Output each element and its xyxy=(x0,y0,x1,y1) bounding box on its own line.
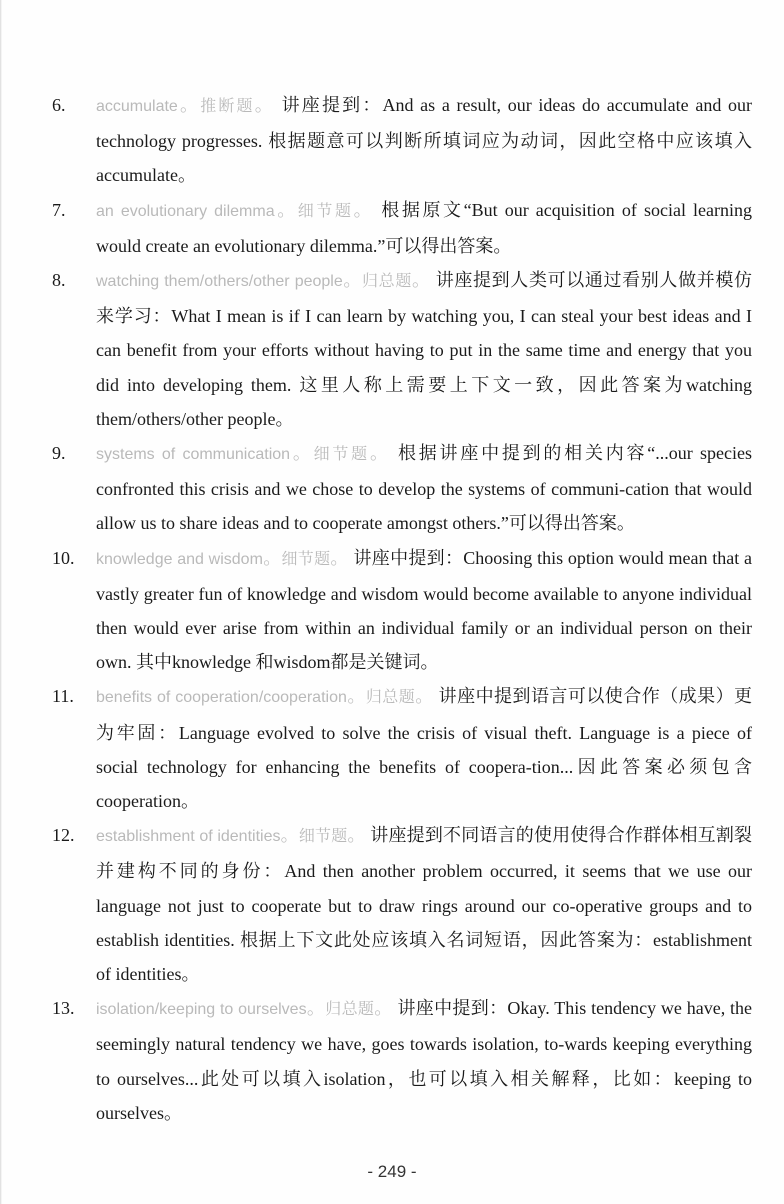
question-type: 细节题 xyxy=(298,826,348,846)
answer-text: watching them/others/other people xyxy=(96,273,343,291)
answer-text: isolation/keeping to ourselves xyxy=(96,1001,307,1019)
answer-text: accumulate xyxy=(96,98,178,115)
entry-number: 8. xyxy=(52,270,66,291)
separator: 。 xyxy=(177,95,201,115)
separator: 。 xyxy=(369,443,391,464)
separator: 。 xyxy=(274,199,298,220)
separator: 。 xyxy=(374,998,393,1019)
answer-text: knowledge and wisdom xyxy=(96,550,263,568)
entry-number: 6. xyxy=(52,95,66,115)
answer-text: benefits of cooperation/cooperation xyxy=(96,689,347,707)
answer-text: establishment of identities xyxy=(96,828,281,846)
entry-12 xyxy=(52,818,752,991)
separator: 。 xyxy=(330,547,349,568)
explanation-text: 根据讲座中提到的相关内容“...our species confronted this crisis and we chose to develop the systems of communi-cation that would allow us to share ideas and to cooperate amongst others.”可以得出答案。 xyxy=(96,443,753,534)
explanation-text: 讲座提到：And as a result, our ideas do accumulate and our technology progresses. 根据题意可以判断所填词应为动词，因此空格中应该填入accumulate。 xyxy=(96,95,753,186)
question-type: 归总题 xyxy=(365,687,416,707)
question-type: 归总题 xyxy=(362,271,412,291)
entry-10 xyxy=(52,541,752,680)
separator: 。 xyxy=(411,270,431,291)
answer-text: systems of communication xyxy=(96,446,291,464)
question-type: 归总题 xyxy=(325,999,375,1019)
explanation-text: 讲座中提到：Choosing this option would mean that a vastly greater fun of knowledge and wisdom would become available to anyone individual then would ever arise from within an individual family or an individual person on their own. 其中knowledge 和wisdom都是关键词。 xyxy=(96,547,753,673)
entry-7 xyxy=(52,193,752,263)
page-binding-edge xyxy=(0,0,2,1204)
explanation-text: 根据原文“But our acquisition of social learning would create an evolutionary dilemma.”可以得出答案。 xyxy=(96,199,753,256)
question-type: 细节题 xyxy=(313,444,370,464)
question-type: 细节题 xyxy=(297,200,354,220)
entry-6 xyxy=(52,88,752,193)
separator: 。 xyxy=(415,686,434,707)
entry-number: 12. xyxy=(52,825,75,846)
separator: 。 xyxy=(347,825,366,846)
question-type: 推断题 xyxy=(200,96,255,115)
separator: 。 xyxy=(342,270,363,291)
answer-explanations xyxy=(52,88,752,1130)
entry-9 xyxy=(52,436,752,541)
separator: 。 xyxy=(346,686,366,707)
separator: 。 xyxy=(306,998,326,1019)
separator: 。 xyxy=(254,95,275,115)
separator: 。 xyxy=(280,825,299,846)
page-number: - 249 - xyxy=(367,1162,417,1181)
explanation-text: 讲座提到人类可以通过看别人做并模仿来学习：What I mean is if I can learn by watching you, I can steal your best ideas and I can benefit from your efforts without having to put in the same time and energy that you did into developing them. 这里人称上需要上下文一致，因此答案为watching them/others/other people。 xyxy=(96,270,752,429)
explanation-text: 讲座提到不同语言的使用使得合作群体相互割裂并建构不同的身份：And then another problem occurred, it seems that we use our language not just to cooperate but to draw rings around our co-operative groups and to establish identities. 根据上下文此处应该填入名词短语，因此答案为：establishment of identities。 xyxy=(96,825,753,985)
question-type: 细节题 xyxy=(281,548,331,568)
entry-number: 10. xyxy=(52,547,75,568)
entry-number: 9. xyxy=(52,443,66,464)
entry-number: 13. xyxy=(52,998,75,1019)
entry-number: 7. xyxy=(52,199,66,220)
explanation-text: 讲座中提到语言可以使合作（成果）更为牢固：Language evolved to solve the crisis of visual theft. Language is a piece of social technology for enhancing the benefits of coopera-tion...因此答案必须包含cooperation。 xyxy=(96,686,753,812)
entry-11 xyxy=(52,679,752,818)
entry-13 xyxy=(52,991,752,1130)
separator: 。 xyxy=(353,199,375,220)
separator: 。 xyxy=(262,547,282,568)
entry-8 xyxy=(52,263,752,436)
explanation-text: 讲座中提到：Okay. This tendency we have, the seemingly natural tendency we have, goes towards isolation, to-wards keeping everything to ourselves...此处可以填入isolation，也可以填入相关解释，比如：keeping to ourselves。 xyxy=(96,998,753,1123)
entry-number: 11. xyxy=(52,686,74,707)
separator: 。 xyxy=(290,443,314,464)
answer-text: an evolutionary dilemma xyxy=(96,202,275,220)
